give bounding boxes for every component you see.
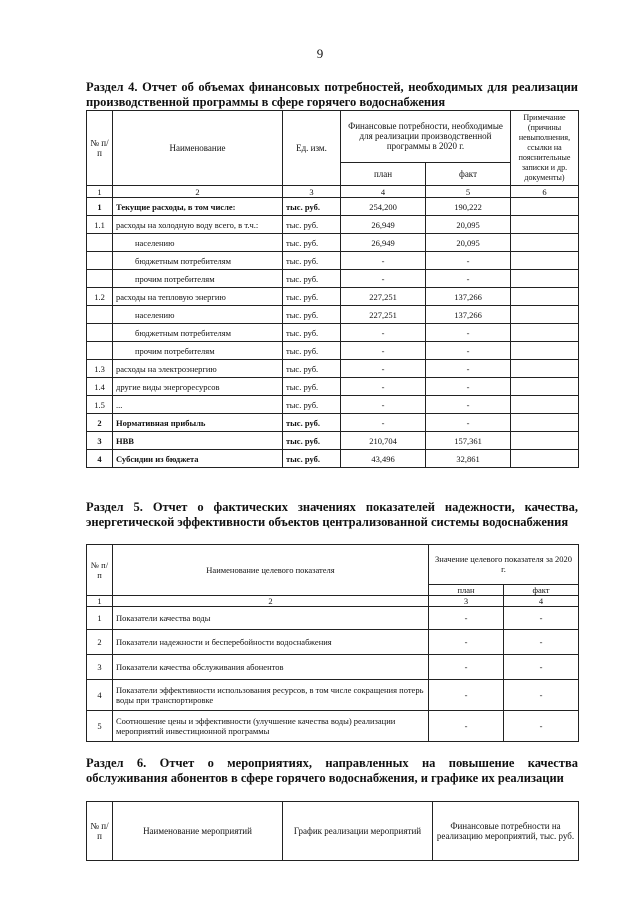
row-num: [87, 234, 113, 252]
row-num: 1.1: [87, 216, 113, 234]
table-row: [87, 432, 579, 450]
row-plan: 26,949: [341, 234, 426, 252]
table-row: [87, 630, 579, 655]
table-row: [87, 711, 579, 742]
row-fact: -: [504, 680, 579, 711]
row-fact: -: [504, 655, 579, 680]
row-plan: -: [429, 655, 504, 680]
row-note: [511, 342, 579, 360]
header-plan: план: [341, 162, 426, 185]
row-unit: тыс. руб.: [283, 270, 341, 288]
section4-heading: Раздел 4. Отчет об объемах финансовых потребностей, необходимых для реализации производственной программы в сфере горячего водоснабжения: [86, 80, 578, 109]
row-note: [511, 198, 579, 216]
row-name: прочим потребителям: [113, 270, 283, 288]
table-row: [87, 288, 579, 306]
row-plan: -: [341, 342, 426, 360]
header-fin: Финансовые потребности, необходимые для реализации производственной программы в 2020 г.: [341, 111, 511, 163]
row-note: [511, 288, 579, 306]
row-unit: тыс. руб.: [283, 450, 341, 468]
section5-table: [86, 544, 579, 742]
col-number: 2: [113, 596, 429, 607]
row-fact: -: [426, 252, 511, 270]
row-unit: тыс. руб.: [283, 324, 341, 342]
table-row: [87, 306, 579, 324]
row-plan: -: [429, 607, 504, 630]
row-num: 5: [87, 711, 113, 742]
header-name: Наименование: [113, 111, 283, 186]
row-name: населению: [113, 234, 283, 252]
row-name: бюджетным потребителям: [113, 324, 283, 342]
row-fact: -: [426, 360, 511, 378]
row-num: 2: [87, 414, 113, 432]
row-num: 1.4: [87, 378, 113, 396]
row-fact: -: [426, 324, 511, 342]
col-number: 5: [426, 186, 511, 198]
row-plan: -: [429, 711, 504, 742]
row-name: Показатели эффективности использования ресурсов, в том числе сокращения потерь воды при транспортировке: [113, 680, 429, 711]
row-name: Субсидии из бюджета: [113, 450, 283, 468]
table-row: [87, 396, 579, 414]
row-num: 1.5: [87, 396, 113, 414]
row-name: Соотношение цены и эффективности (улучшение качества воды) реализации мероприятий инвестиционной программы: [113, 711, 429, 742]
row-plan: -: [341, 324, 426, 342]
row-name: Нормативная прибыль: [113, 414, 283, 432]
table-row: [87, 252, 579, 270]
row-plan: 227,251: [341, 288, 426, 306]
row-unit: тыс. руб.: [283, 378, 341, 396]
row-fact: -: [426, 378, 511, 396]
row-plan: -: [429, 630, 504, 655]
row-note: [511, 450, 579, 468]
table-row: [87, 216, 579, 234]
row-name: расходы на холодную воду всего, в т.ч.:: [113, 216, 283, 234]
row-name: населению: [113, 306, 283, 324]
header-value: Значение целевого показателя за 2020 г.: [429, 545, 579, 585]
table-row: [87, 342, 579, 360]
section4-table: [86, 110, 579, 468]
row-note: [511, 234, 579, 252]
row-name: Показатели качества обслуживания абонентов: [113, 655, 429, 680]
row-num: 4: [87, 680, 113, 711]
table-row: [87, 450, 579, 468]
row-fact: -: [504, 630, 579, 655]
row-unit: тыс. руб.: [283, 306, 341, 324]
row-unit: тыс. руб.: [283, 252, 341, 270]
table-row: [87, 378, 579, 396]
row-plan: 43,496: [341, 450, 426, 468]
header-note: Примечание (причины невыполнения, ссылки на пояснительные записки и др. документы): [511, 111, 579, 186]
row-fact: 137,266: [426, 288, 511, 306]
row-plan: 227,251: [341, 306, 426, 324]
col-number: 3: [283, 186, 341, 198]
row-plan: -: [341, 396, 426, 414]
col-number: 4: [504, 596, 579, 607]
row-note: [511, 216, 579, 234]
page-number: 9: [316, 46, 324, 61]
table-row: [87, 360, 579, 378]
row-plan: -: [429, 680, 504, 711]
row-plan: -: [341, 414, 426, 432]
row-fact: -: [426, 414, 511, 432]
row-plan: 26,949: [341, 216, 426, 234]
row-unit: тыс. руб.: [283, 234, 341, 252]
table-row: [87, 324, 579, 342]
col-number: 2: [113, 186, 283, 198]
header-fact: факт: [426, 162, 511, 185]
row-plan: -: [341, 252, 426, 270]
row-num: 4: [87, 450, 113, 468]
row-unit: тыс. руб.: [283, 342, 341, 360]
row-name: бюджетным потребителям: [113, 252, 283, 270]
row-plan: -: [341, 378, 426, 396]
row-num: [87, 306, 113, 324]
table-row: [87, 270, 579, 288]
col-number: 6: [511, 186, 579, 198]
row-num: [87, 252, 113, 270]
row-unit: тыс. руб.: [283, 396, 341, 414]
row-name: другие виды энергоресурсов: [113, 378, 283, 396]
row-name: Показатели качества воды: [113, 607, 429, 630]
row-plan: -: [341, 270, 426, 288]
row-note: [511, 396, 579, 414]
row-unit: тыс. руб.: [283, 360, 341, 378]
row-fact: -: [426, 396, 511, 414]
row-num: [87, 342, 113, 360]
row-num: 1.3: [87, 360, 113, 378]
col-number: 1: [87, 186, 113, 198]
table-row: [87, 655, 579, 680]
header-unit: Ед. изм.: [283, 111, 341, 186]
header-fin: Финансовые потребности на реализацию мероприятий, тыс. руб.: [433, 802, 579, 861]
row-num: 2: [87, 630, 113, 655]
table-row: [87, 234, 579, 252]
row-plan: -: [341, 360, 426, 378]
row-num: 1.2: [87, 288, 113, 306]
col-number: 1: [87, 596, 113, 607]
header-fact: факт: [504, 584, 579, 595]
row-note: [511, 432, 579, 450]
row-num: [87, 324, 113, 342]
row-name: прочим потребителям: [113, 342, 283, 360]
table-row: [87, 607, 579, 630]
row-name: Показатели надежности и бесперебойности водоснабжения: [113, 630, 429, 655]
row-num: 1: [87, 607, 113, 630]
row-plan: 210,704: [341, 432, 426, 450]
row-note: [511, 360, 579, 378]
table-row: [87, 414, 579, 432]
section5-heading: Раздел 5. Отчет о фактических значениях показателей надежности, качества, энергетической эффективности объектов централизованной системы водоснабжения: [86, 500, 578, 529]
row-note: [511, 414, 579, 432]
row-name: НВВ: [113, 432, 283, 450]
header-plan: план: [429, 584, 504, 595]
section6-heading: Раздел 6. Отчет о мероприятиях, направленных на повышение качества обслуживания абонентов в сфере горячего водоснабжения, и графике их реализации: [86, 756, 578, 785]
row-fact: 20,095: [426, 216, 511, 234]
row-fact: -: [504, 711, 579, 742]
row-num: [87, 270, 113, 288]
header-num: № п/п: [87, 545, 113, 596]
header-num: № п/п: [87, 111, 113, 186]
row-fact: -: [504, 607, 579, 630]
row-plan: 254,200: [341, 198, 426, 216]
row-fact: 137,266: [426, 306, 511, 324]
col-number: 4: [341, 186, 426, 198]
row-note: [511, 252, 579, 270]
col-number: 3: [429, 596, 504, 607]
table-row: [87, 680, 579, 711]
row-fact: 20,095: [426, 234, 511, 252]
header-schedule: График реализации мероприятий: [283, 802, 433, 861]
header-name: Наименование целевого показателя: [113, 545, 429, 596]
row-unit: тыс. руб.: [283, 414, 341, 432]
table-row: [87, 198, 579, 216]
row-fact: 32,861: [426, 450, 511, 468]
row-unit: тыс. руб.: [283, 216, 341, 234]
row-unit: тыс. руб.: [283, 198, 341, 216]
row-note: [511, 324, 579, 342]
row-name: Текущие расходы, в том числе:: [113, 198, 283, 216]
header-name: Наименование мероприятий: [113, 802, 283, 861]
row-note: [511, 270, 579, 288]
header-num: № п/п: [87, 802, 113, 861]
row-note: [511, 306, 579, 324]
row-fact: -: [426, 270, 511, 288]
section6-table: [86, 801, 579, 861]
row-fact: -: [426, 342, 511, 360]
row-name: расходы на электроэнергию: [113, 360, 283, 378]
row-name: расходы на тепловую энергию: [113, 288, 283, 306]
row-num: 3: [87, 655, 113, 680]
row-fact: 157,361: [426, 432, 511, 450]
row-fact: 190,222: [426, 198, 511, 216]
row-num: 3: [87, 432, 113, 450]
row-note: [511, 378, 579, 396]
row-name: ...: [113, 396, 283, 414]
row-unit: тыс. руб.: [283, 288, 341, 306]
row-unit: тыс. руб.: [283, 432, 341, 450]
row-num: 1: [87, 198, 113, 216]
